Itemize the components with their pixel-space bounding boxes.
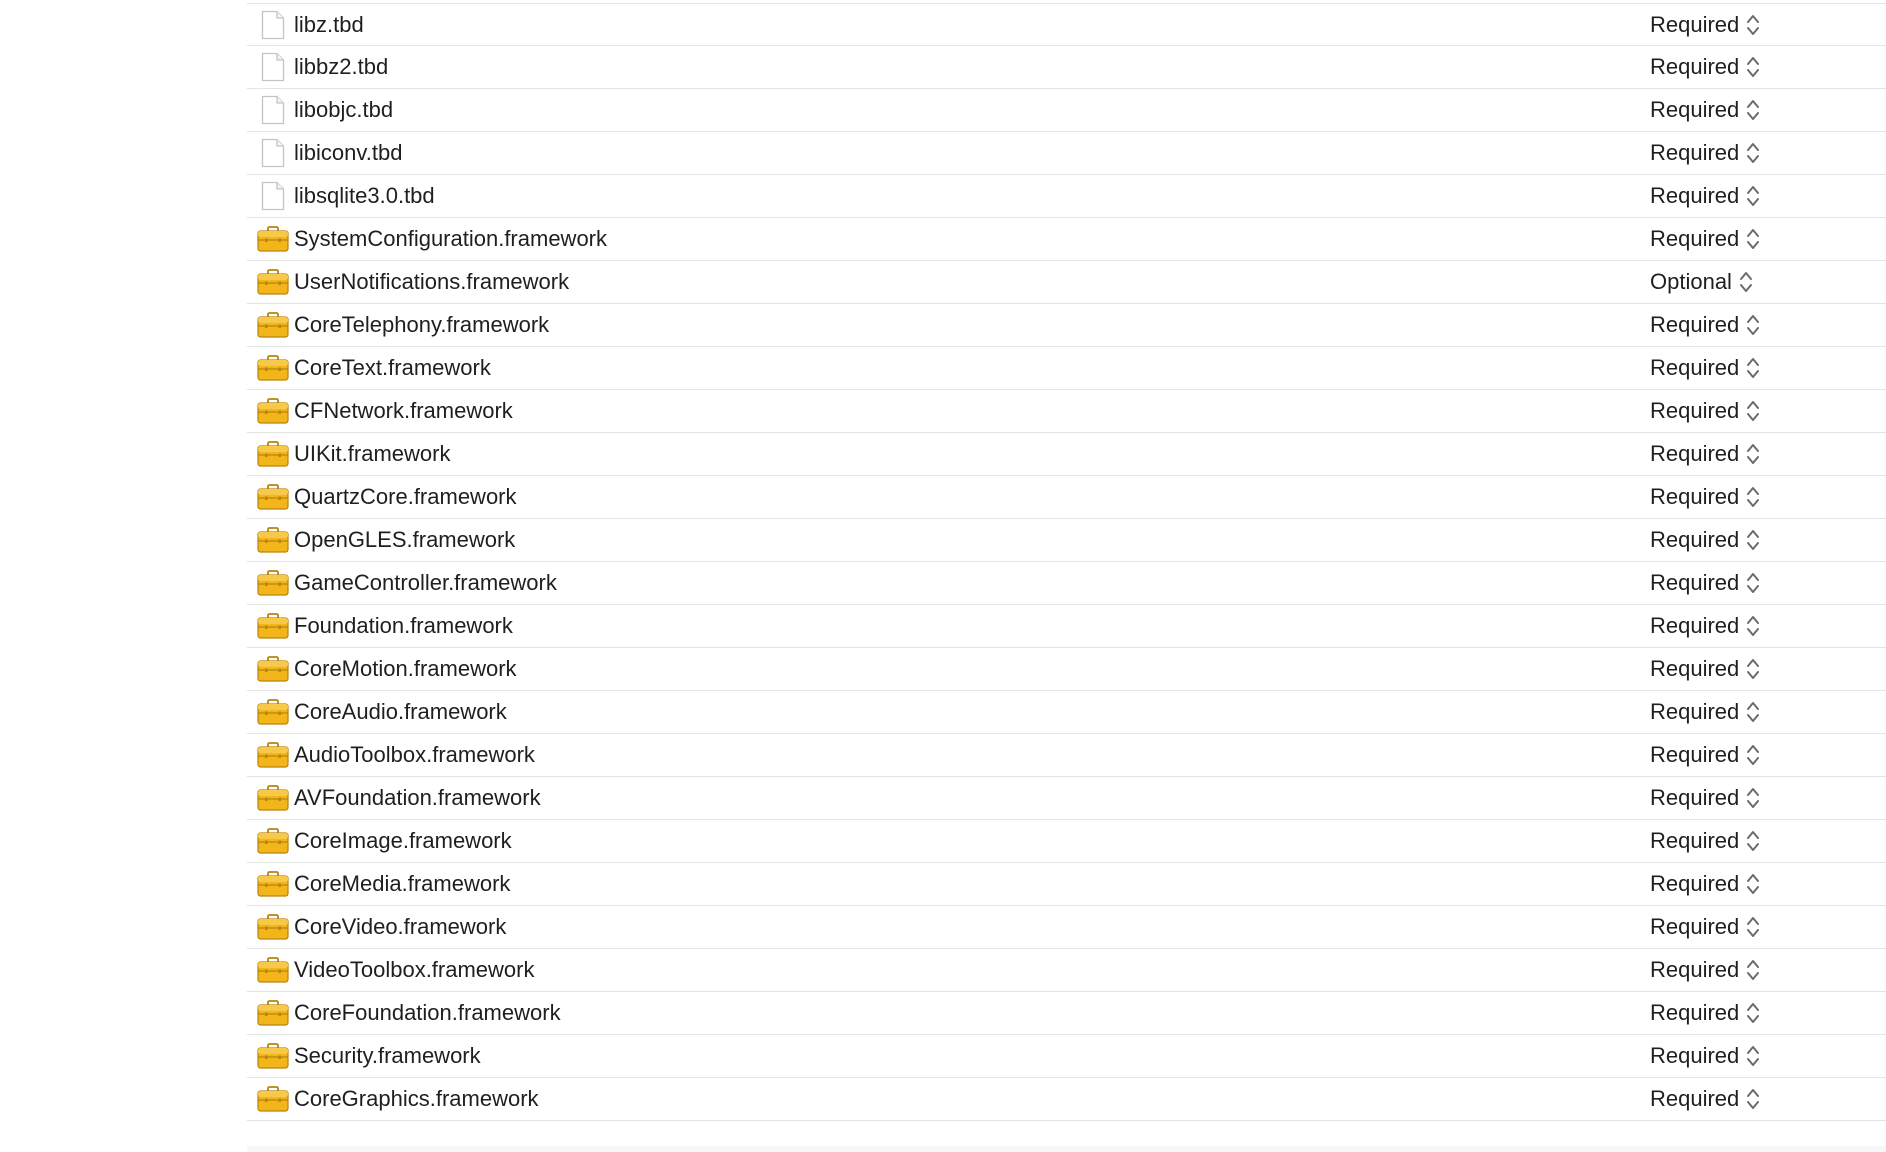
library-row[interactable] [247,992,1886,1035]
status-label: Required [1650,871,1740,896]
library-name: CoreFoundation.framework [294,1000,561,1025]
library-name: CFNetwork.framework [294,398,513,423]
library-row[interactable] [247,734,1886,777]
status-popup-button[interactable] [1650,527,1761,553]
file-icon [256,93,290,127]
chevron-up-down-icon [1745,1086,1761,1112]
chevron-up-down-icon [1745,1000,1761,1026]
framework-toolbox-icon [256,996,290,1030]
framework-toolbox-icon [256,480,290,514]
library-row[interactable] [247,605,1886,648]
status-popup-button[interactable] [1650,1086,1761,1112]
status-label: Required [1650,527,1740,552]
chevron-up-down-icon [1745,699,1761,725]
library-name: CoreAudio.framework [294,699,507,724]
library-row[interactable] [247,476,1886,519]
chevron-up-down-icon [1745,441,1761,467]
status-label: Required [1650,828,1740,853]
status-label: Required [1650,570,1740,595]
framework-toolbox-icon [256,910,290,944]
chevron-up-down-icon [1745,613,1761,639]
status-label: Required [1650,1086,1740,1111]
status-label: Required [1650,140,1740,165]
chevron-up-down-icon [1745,742,1761,768]
framework-toolbox-icon [256,394,290,428]
status-popup-button[interactable] [1650,1043,1761,1069]
list-bottom-edge [247,1146,1886,1152]
status-popup-button[interactable] [1650,570,1761,596]
library-name: GameController.framework [294,570,557,595]
library-row[interactable] [247,648,1886,691]
status-popup-button[interactable] [1650,871,1761,897]
library-name: AudioToolbox.framework [294,742,535,767]
status-popup-button[interactable] [1650,97,1761,123]
file-icon [256,136,290,170]
library-row[interactable] [247,175,1886,218]
library-name: Security.framework [294,1043,481,1068]
status-label: Required [1650,484,1740,509]
library-row[interactable] [247,691,1886,734]
status-label: Required [1650,699,1740,724]
framework-toolbox-icon [256,566,290,600]
library-row[interactable] [247,132,1886,175]
framework-toolbox-icon [256,824,290,858]
chevron-up-down-icon [1745,312,1761,338]
framework-toolbox-icon [256,609,290,643]
chevron-up-down-icon [1745,828,1761,854]
framework-toolbox-icon [256,351,290,385]
library-name: libobjc.tbd [294,97,394,122]
chevron-up-down-icon [1745,398,1761,424]
framework-toolbox-icon [256,308,290,342]
status-popup-button[interactable] [1650,226,1761,252]
library-row[interactable] [247,261,1886,304]
status-popup-button[interactable] [1650,484,1761,510]
status-label: Required [1650,613,1740,638]
status-popup-button[interactable] [1650,742,1761,768]
library-row[interactable] [247,46,1886,89]
library-row[interactable] [247,906,1886,949]
library-name: SystemConfiguration.framework [294,226,608,251]
status-popup-button[interactable] [1650,656,1761,682]
library-name: CoreVideo.framework [294,914,507,939]
library-name: VideoToolbox.framework [294,957,535,982]
status-popup-button[interactable] [1650,269,1754,295]
library-row[interactable] [247,304,1886,347]
status-popup-button[interactable] [1650,441,1761,467]
chevron-up-down-icon [1745,226,1761,252]
framework-toolbox-icon [256,437,290,471]
chevron-up-down-icon [1745,957,1761,983]
library-name: QuartzCore.framework [294,484,517,509]
chevron-up-down-icon [1745,355,1761,381]
status-popup-button[interactable] [1650,183,1761,209]
chevron-up-down-icon [1745,914,1761,940]
status-label: Required [1650,742,1740,767]
status-label: Required [1650,312,1740,337]
library-row[interactable] [247,390,1886,433]
library-row[interactable] [247,562,1886,605]
status-popup-button[interactable] [1650,140,1761,166]
file-icon [256,8,290,42]
library-name: CoreImage.framework [294,828,512,853]
library-row[interactable] [247,1078,1886,1121]
chevron-up-down-icon [1745,54,1761,80]
file-icon [256,179,290,213]
chevron-up-down-icon [1745,570,1761,596]
framework-toolbox-icon [256,867,290,901]
status-popup-button[interactable] [1650,398,1761,424]
status-label: Required [1650,97,1740,122]
status-label: Required [1650,1000,1740,1025]
chevron-up-down-icon [1738,269,1754,295]
library-row[interactable] [247,519,1886,562]
library-name: libsqlite3.0.tbd [294,183,435,208]
status-label: Required [1650,355,1740,380]
status-popup-button[interactable] [1650,355,1761,381]
library-row[interactable] [247,949,1886,992]
status-label: Required [1650,183,1740,208]
frameworks-libraries-list [247,3,1886,1121]
library-name: libz.tbd [294,11,364,37]
status-popup-button[interactable] [1650,1000,1761,1026]
status-popup-button[interactable] [1650,613,1761,639]
framework-toolbox-icon [256,523,290,557]
library-name: CoreGraphics.framework [294,1086,539,1111]
framework-toolbox-icon [256,265,290,299]
chevron-up-down-icon [1745,12,1761,38]
status-label: Optional [1650,269,1732,294]
status-popup-button[interactable] [1650,785,1761,811]
status-label: Required [1650,226,1740,251]
chevron-up-down-icon [1745,97,1761,123]
status-label: Required [1650,785,1740,810]
framework-toolbox-icon [256,1039,290,1073]
status-popup-button[interactable] [1650,828,1761,854]
library-name: libbz2.tbd [294,54,389,79]
chevron-up-down-icon [1745,183,1761,209]
library-row[interactable] [247,218,1886,261]
framework-toolbox-icon [256,652,290,686]
status-label: Required [1650,398,1740,423]
framework-toolbox-icon [256,222,290,256]
library-name: CoreTelephony.framework [294,312,550,337]
chevron-up-down-icon [1745,484,1761,510]
chevron-up-down-icon [1745,656,1761,682]
status-popup-button[interactable] [1650,914,1761,940]
library-name: CoreMedia.framework [294,871,511,896]
chevron-up-down-icon [1745,1043,1761,1069]
framework-toolbox-icon [256,953,290,987]
framework-toolbox-icon [256,781,290,815]
status-label: Required [1650,11,1740,37]
library-name: UserNotifications.framework [294,269,570,294]
library-name: Foundation.framework [294,613,513,638]
library-row[interactable] [247,1035,1886,1078]
library-row[interactable] [247,777,1886,820]
status-label: Required [1650,1043,1740,1068]
status-popup-button[interactable] [1650,312,1761,338]
framework-toolbox-icon [256,1082,290,1116]
chevron-up-down-icon [1745,140,1761,166]
library-name: OpenGLES.framework [294,527,516,552]
status-label: Required [1650,441,1740,466]
library-row[interactable] [247,347,1886,390]
framework-toolbox-icon [256,738,290,772]
status-popup-button[interactable] [1650,12,1761,38]
library-name: libiconv.tbd [294,140,403,165]
status-popup-button[interactable] [1650,957,1761,983]
library-name: CoreMotion.framework [294,656,517,681]
library-row[interactable] [247,433,1886,476]
file-icon [256,50,290,84]
status-label: Required [1650,54,1740,79]
status-label: Required [1650,957,1740,982]
library-row[interactable] [247,820,1886,863]
library-row[interactable] [247,3,1886,46]
status-popup-button[interactable] [1650,699,1761,725]
library-row[interactable] [247,863,1886,906]
status-label: Required [1650,656,1740,681]
status-label: Required [1650,914,1740,939]
library-row[interactable] [247,89,1886,132]
library-name: UIKit.framework [294,441,451,466]
chevron-up-down-icon [1745,527,1761,553]
chevron-up-down-icon [1745,785,1761,811]
status-popup-button[interactable] [1650,54,1761,80]
library-name: CoreText.framework [294,355,491,380]
library-name: AVFoundation.framework [294,785,541,810]
chevron-up-down-icon [1745,871,1761,897]
framework-toolbox-icon [256,695,290,729]
